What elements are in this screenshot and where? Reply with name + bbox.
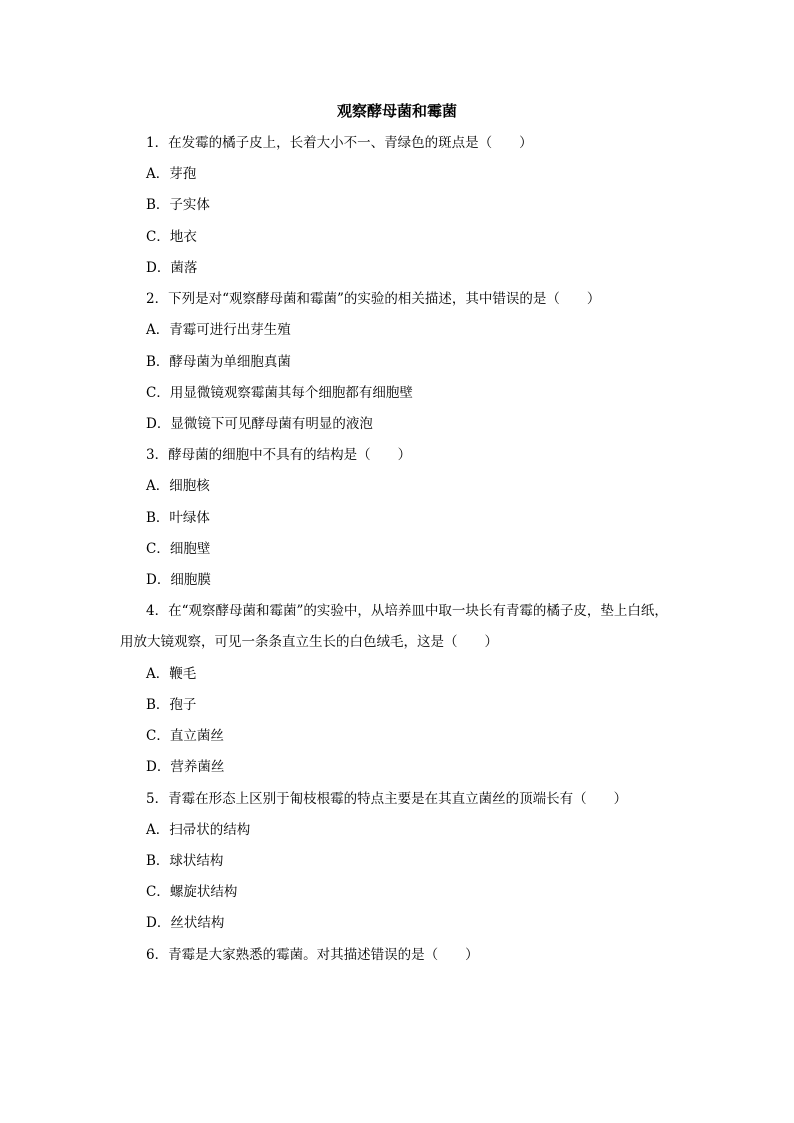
question-5-option-b: B．球状结构 xyxy=(146,853,224,869)
question-4-option-a: A．鞭毛 xyxy=(146,666,197,682)
question-1-option-a: A．芽孢 xyxy=(146,166,197,182)
question-3-stem: 3．酵母菌的细胞中不具有的结构是（ ） xyxy=(146,447,412,463)
question-4-option-b: B．孢子 xyxy=(146,697,197,713)
question-2-stem: 2．下列是对“观察酵母菌和霉菌”的实验的相关描述，其中错误的是（ ） xyxy=(146,291,601,307)
question-1-option-c: C．地衣 xyxy=(146,229,197,245)
question-1-option-b: B．子实体 xyxy=(146,197,210,213)
question-5-stem: 5．青霉在形态上区别于匍枝根霉的特点主要是在其直立菌丝的顶端长有（ ） xyxy=(146,791,628,807)
question-3-option-d: D．细胞膜 xyxy=(146,572,211,588)
question-5-option-c: C．螺旋状结构 xyxy=(146,884,238,900)
question-2-option-d: D．显微镜下可见酵母菌有明显的液泡 xyxy=(146,416,373,432)
question-2-option-b: B．酵母菌为单细胞真菌 xyxy=(146,354,291,370)
question-5-option-d: D．丝状结构 xyxy=(146,915,225,931)
question-3-option-b: B．叶绿体 xyxy=(146,510,210,526)
question-2-option-c: C．用显微镜观察霉菌其每个细胞都有细胞壁 xyxy=(146,385,413,401)
question-1-stem: 1．在发霉的橘子皮上，长着大小不一、青绿色的斑点是（ ） xyxy=(146,135,533,151)
question-3-option-a: A．细胞核 xyxy=(146,478,210,494)
question-5-option-a: A．扫帚状的结构 xyxy=(146,822,251,838)
document-title: 观察酵母菌和霉菌 xyxy=(336,102,457,120)
question-6-stem: 6．青霉是大家熟悉的霉菌。对其描述错误的是（ ） xyxy=(146,947,479,963)
question-4-stem-line-2: 用放大镜观察，可见一条条直立生长的白色绒毛，这是（ ） xyxy=(120,634,498,650)
question-3-option-c: C．细胞壁 xyxy=(146,541,211,557)
question-1-option-d: D．菌落 xyxy=(146,260,198,276)
question-2-option-a: A．青霉可进行出芽生殖 xyxy=(146,322,291,338)
question-4-option-d: D．营养菌丝 xyxy=(146,759,225,775)
question-4-stem-line-1: 4．在“观察酵母菌和霉菌”的实验中，从培养皿中取一块长有青霉的橘子皮，垫上白纸， xyxy=(146,603,668,619)
question-4-option-c: C．直立菌丝 xyxy=(146,728,224,744)
